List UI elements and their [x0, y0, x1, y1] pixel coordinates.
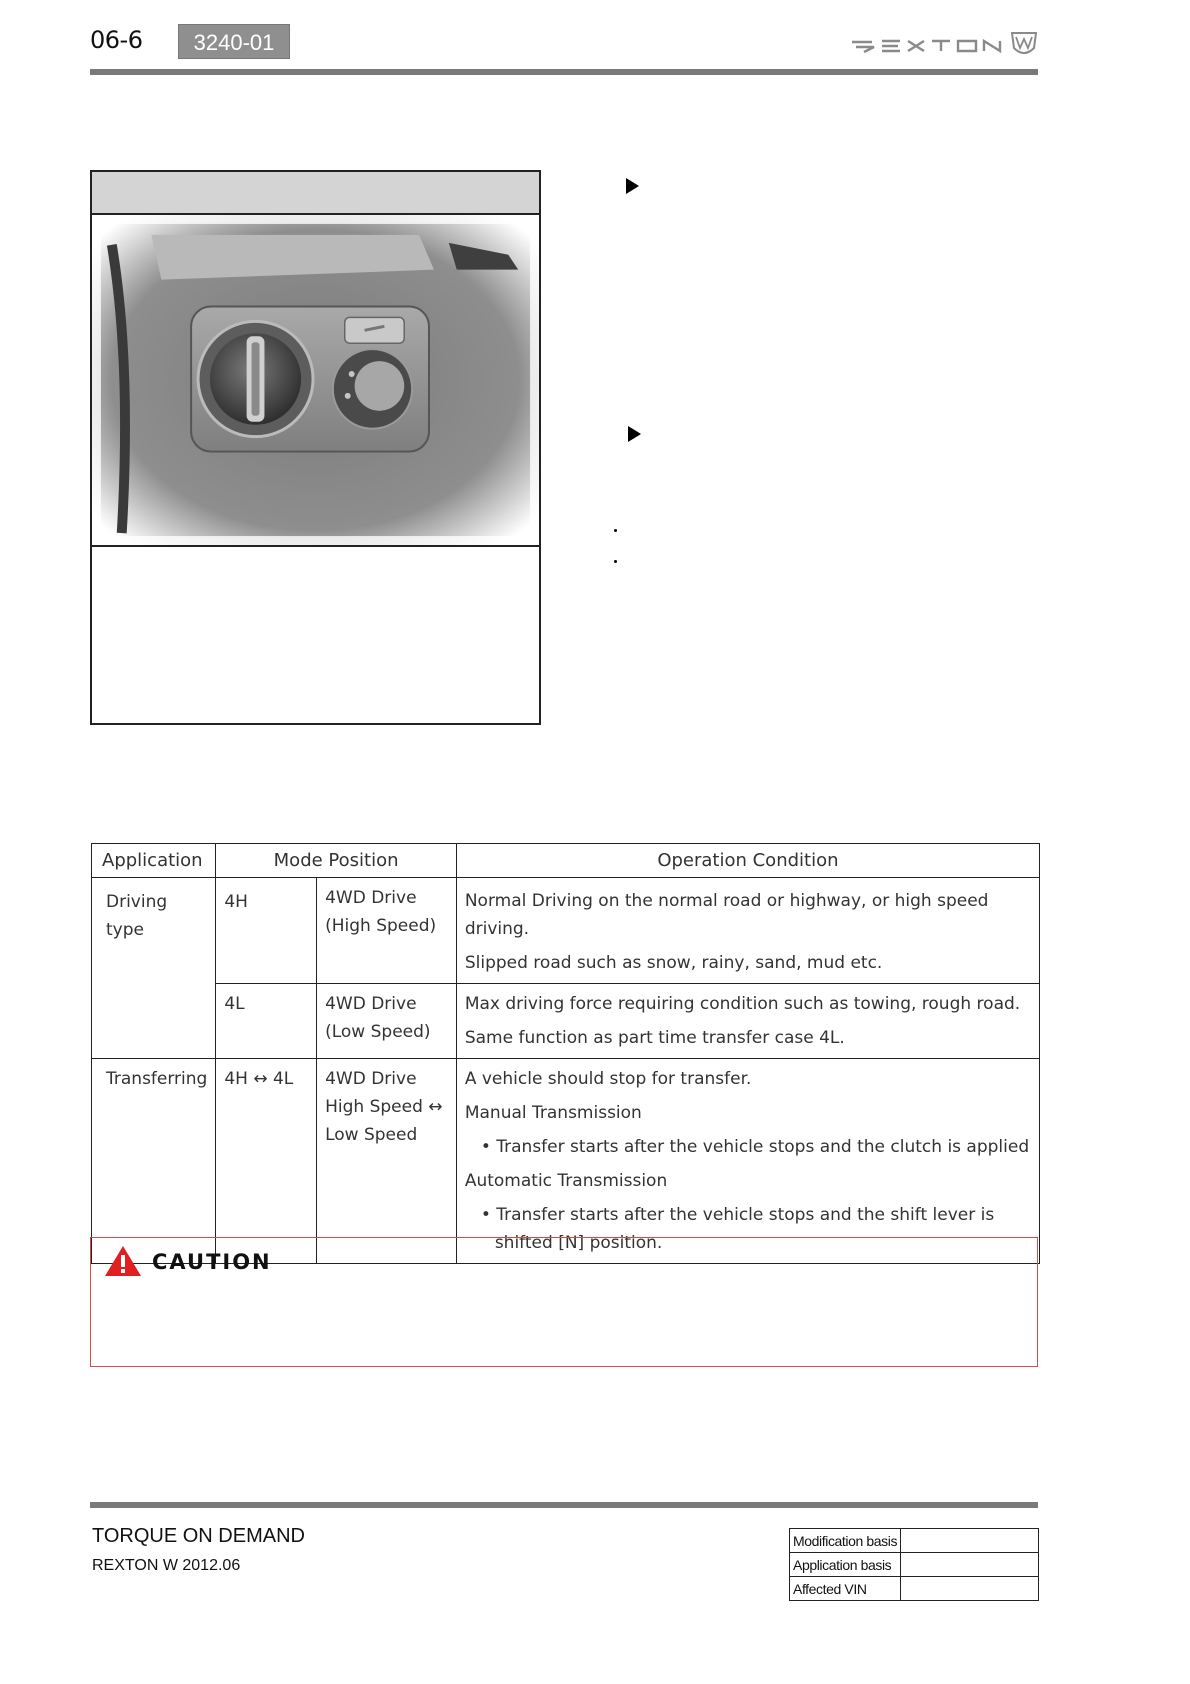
caution-label: CAUTION	[152, 1250, 272, 1274]
description-line: (High Speed)	[325, 916, 437, 936]
table-row	[92, 1059, 1040, 1264]
description-line: 4WD Drive	[325, 994, 417, 1014]
condition-line: Same function as part time transfer case 4L.	[464, 1028, 845, 1048]
bullet-arrow-icon	[628, 426, 641, 442]
footer-rule	[90, 1502, 1038, 1508]
description-line: 4WD Drive	[325, 1069, 417, 1089]
basis-value	[901, 1553, 1039, 1577]
rexton-logo	[850, 30, 1038, 60]
caution-box	[90, 1237, 1038, 1367]
header-operation-condition: Operation Condition	[456, 844, 1039, 878]
description-cell	[317, 878, 457, 984]
description-cell	[317, 1059, 457, 1264]
header-rule	[90, 69, 1038, 75]
table-header-row	[92, 844, 1040, 878]
description-line: High Speed ↔	[325, 1097, 443, 1117]
basis-value	[901, 1529, 1039, 1553]
warning-triangle-icon	[104, 1245, 142, 1277]
application-cell: Driving type	[92, 878, 216, 1059]
condition-cell	[456, 984, 1039, 1059]
table-row	[790, 1577, 1039, 1601]
header-application: Application	[92, 844, 216, 878]
description-line: Low Speed	[325, 1125, 418, 1145]
page-number: 06-6	[90, 26, 143, 54]
footer-model: REXTON W 2012.06	[92, 1557, 241, 1574]
application-cell: Transferring	[92, 1059, 216, 1264]
ssangyong-wing-shield-icon	[1012, 33, 1036, 53]
operation-table	[91, 843, 1040, 1264]
footer-title: TORQUE ON DEMAND	[92, 1525, 305, 1547]
condition-line: Automatic Transmission	[464, 1171, 668, 1191]
table-row	[92, 984, 1040, 1059]
condition-subline: • Transfer starts after the vehicle stops and the shift lever is shifted [N] position.	[480, 1205, 995, 1253]
mode-cell: 4H ↔ 4L	[216, 1059, 317, 1264]
figure-header	[92, 172, 539, 215]
list-dot	[614, 529, 617, 532]
doc-code-badge: 3240-01	[178, 24, 290, 59]
basis-table	[789, 1528, 1039, 1601]
condition-line: Max driving force requiring condition such as towing, rough road.	[464, 994, 1021, 1014]
headlamp-switch-panel-photo	[92, 215, 539, 547]
mode-cell: 4L	[216, 984, 317, 1059]
description-line: (Low Speed)	[325, 1022, 431, 1042]
basis-value	[901, 1577, 1039, 1601]
condition-cell	[456, 878, 1039, 984]
condition-cell	[456, 1059, 1039, 1264]
mode-cell: 4H	[216, 878, 317, 984]
basis-label: Modification basis	[790, 1529, 901, 1553]
condition-line: Normal Driving on the normal road or highway, or high speed driving.	[464, 891, 989, 939]
figure-box	[90, 170, 541, 725]
condition-subline: • Transfer starts after the vehicle stops and the clutch is applied	[480, 1137, 1030, 1157]
basis-label: Affected VIN	[790, 1577, 901, 1601]
header-mode-position: Mode Position	[216, 844, 456, 878]
table-row	[790, 1553, 1039, 1577]
condition-line: A vehicle should stop for transfer.	[464, 1069, 752, 1089]
condition-line: Manual Transmission	[464, 1103, 642, 1123]
bullet-arrow-icon	[626, 178, 639, 194]
description-line: 4WD Drive	[325, 888, 417, 908]
description-cell	[317, 984, 457, 1059]
table-row	[790, 1529, 1039, 1553]
list-dot	[614, 560, 617, 563]
basis-label: Application basis	[790, 1553, 901, 1577]
condition-line: Slipped road such as snow, rainy, sand, mud etc.	[464, 953, 883, 973]
table-row	[92, 878, 1040, 984]
figure-caption	[92, 549, 539, 723]
